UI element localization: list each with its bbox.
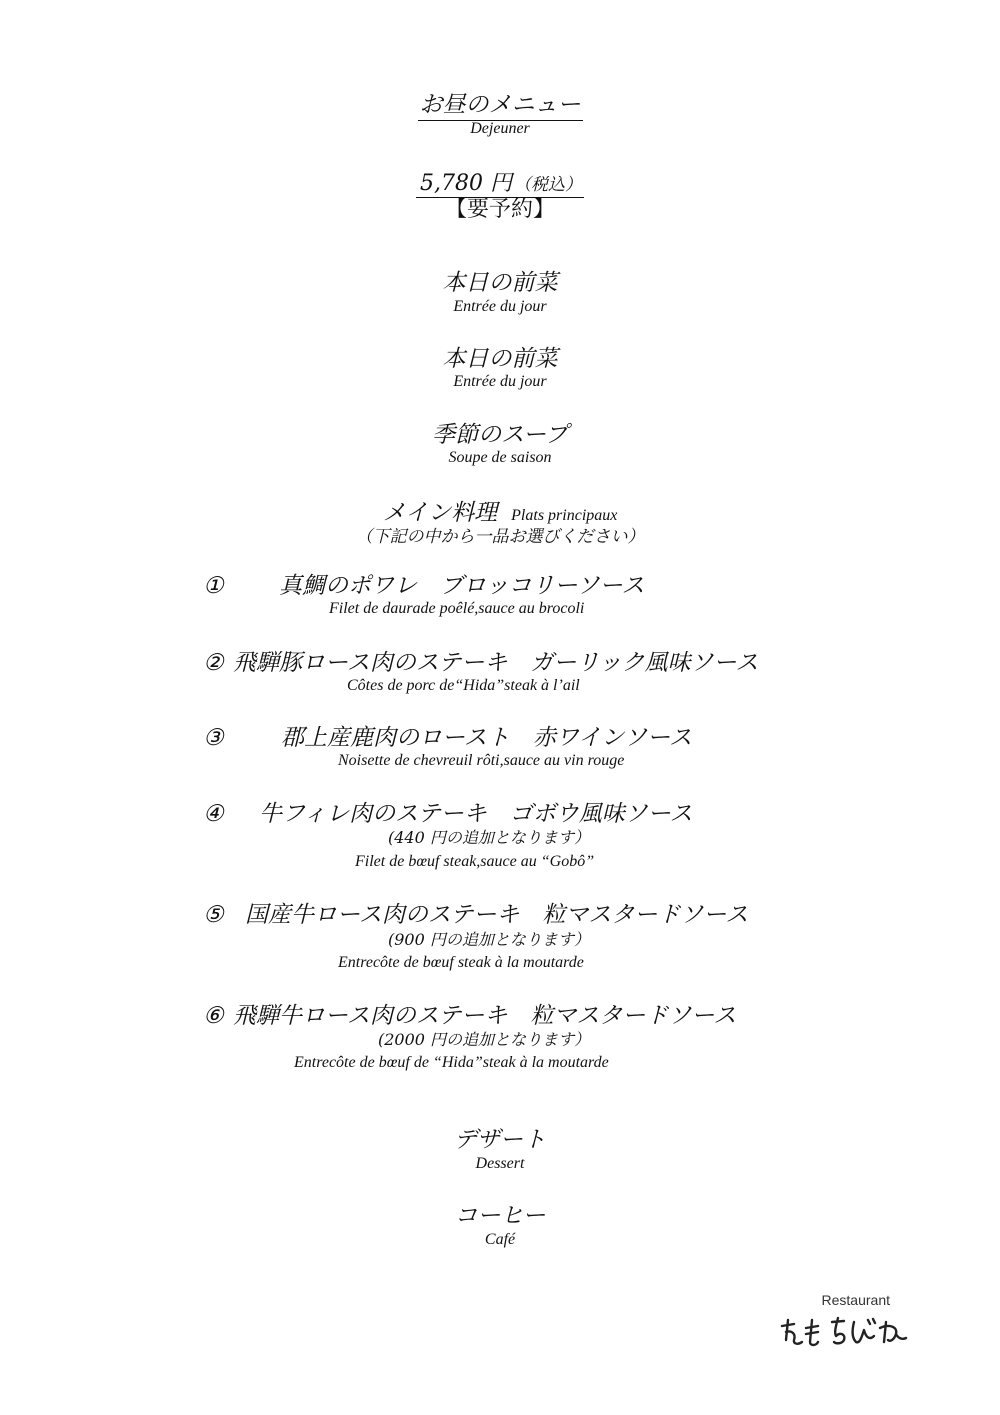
logo-script-icon xyxy=(778,1312,918,1352)
menu-subtitle: Dejeuner xyxy=(470,120,530,137)
price-tax: （税込） xyxy=(513,175,582,195)
dish-name-jp: 国産牛ロース肉のステーキ 粒マスタードソース xyxy=(245,902,749,928)
dish-4-extra: (440 円の追加となります） xyxy=(388,828,590,847)
dish-number: ③ xyxy=(203,725,224,751)
dish-5-fr: Entrecôte de bœuf steak à la moutarde xyxy=(338,954,584,971)
reservation-note: 【要予約】 xyxy=(444,197,555,222)
restaurant-logo xyxy=(778,1292,918,1352)
main-heading-fr: Plats principaux xyxy=(511,507,618,524)
dish-name-jp: 飛騨牛ロース肉のステーキ 粒マスタードソース xyxy=(233,1003,737,1029)
dish-number: ② xyxy=(203,650,224,676)
price-amount: 5,780 円 xyxy=(420,171,512,196)
coffee-jp: コーヒー xyxy=(454,1203,546,1229)
dessert-jp: デザート xyxy=(454,1127,546,1153)
logo-restaurant-text: Restaurant xyxy=(821,1292,890,1308)
menu-title: お昼のメニュー xyxy=(0,86,1000,119)
dish-2-fr: Côtes de porc de“Hida”steak à l’ail xyxy=(347,677,580,694)
course-2-jp: 本日の前菜 xyxy=(442,346,558,372)
coffee-fr: Café xyxy=(484,1231,516,1248)
dish-1-fr: Filet de daurade poêlé,sauce au brocoli xyxy=(329,600,585,617)
course-3-fr: Soupe de saison xyxy=(448,449,552,466)
dish-2 xyxy=(203,644,758,677)
dish-1 xyxy=(203,567,644,600)
course-3-jp: 季節のスープ xyxy=(432,422,568,448)
dish-number: ⑥ xyxy=(203,1003,224,1029)
main-heading-jp: メイン料理 xyxy=(382,500,498,526)
dish-name-jp: 飛騨豚ロース肉のステーキ ガーリック風味ソース xyxy=(233,650,759,676)
dish-3-fr: Noisette de chevreuil rôti,sauce au vin rouge xyxy=(338,752,625,769)
dish-number: ④ xyxy=(203,801,224,827)
dessert-fr: Dessert xyxy=(475,1155,525,1172)
dish-6 xyxy=(203,997,736,1030)
dish-name-jp: 真鯛のポワレ ブロッコリーソース xyxy=(279,573,645,599)
dish-name-jp: 牛フィレ肉のステーキ ゴボウ風味ソース xyxy=(259,801,693,827)
dish-6-extra: (2000 円の追加となります） xyxy=(378,1030,591,1049)
course-1-jp: 本日の前菜 xyxy=(442,270,558,296)
dish-number: ① xyxy=(203,573,224,599)
main-course-note: （下記の中から一品お選びください） xyxy=(355,527,645,547)
dish-6-fr: Entrecôte de bœuf de “Hida”steak à la moutarde xyxy=(294,1054,609,1071)
dish-4-fr: Filet de bœuf steak,sauce au “Gobô” xyxy=(355,853,595,870)
course-1-fr: Entrée du jour xyxy=(453,298,547,315)
dish-5-extra: (900 円の追加となります） xyxy=(388,930,590,949)
dish-name-jp: 郡上産鹿肉のロースト 赤ワインソース xyxy=(281,725,693,751)
dish-4 xyxy=(203,795,693,828)
course-2-fr: Entrée du jour xyxy=(453,373,547,390)
dish-number: ⑤ xyxy=(203,902,224,928)
dish-3 xyxy=(203,719,692,752)
dish-5 xyxy=(203,896,748,929)
